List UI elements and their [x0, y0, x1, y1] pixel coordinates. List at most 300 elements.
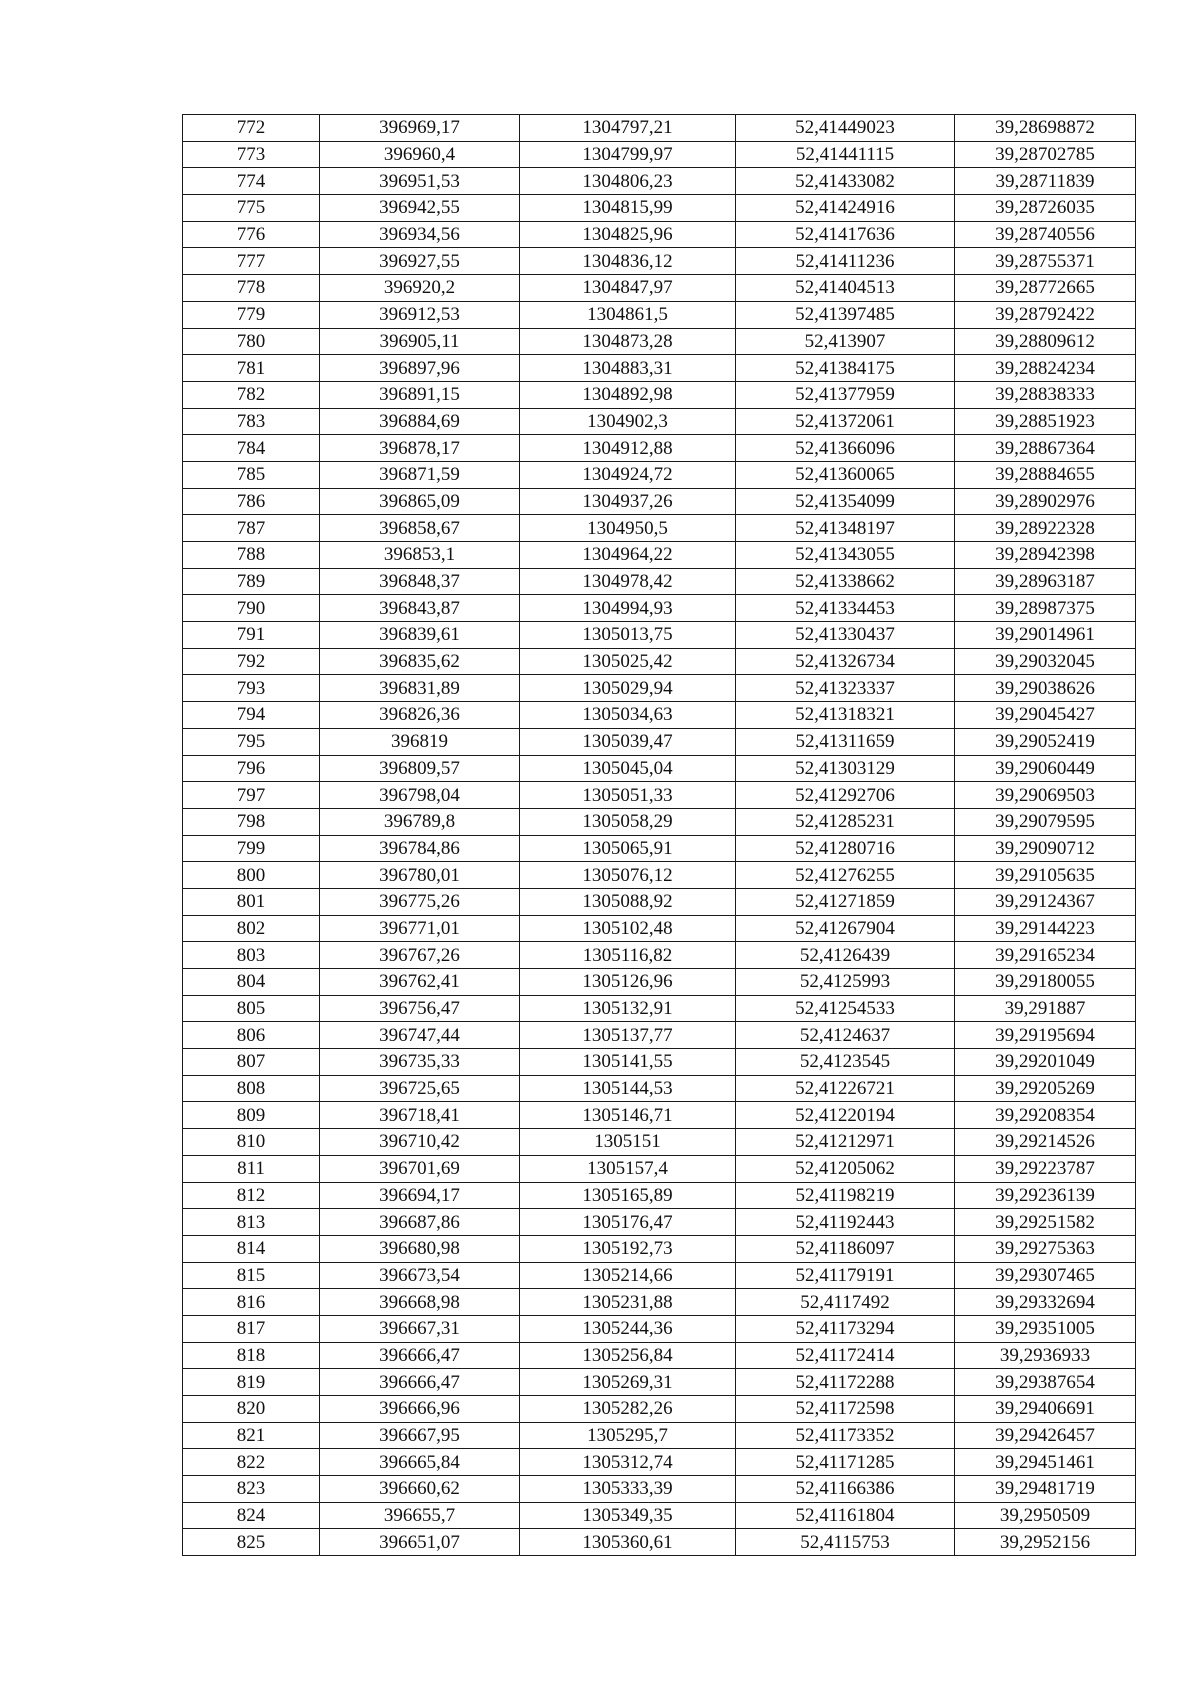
point-number-cell: 800	[183, 862, 320, 889]
x-coordinate-cell: 396798,04	[320, 782, 520, 809]
y-coordinate-cell: 1304836,12	[520, 248, 736, 275]
point-number-cell: 785	[183, 461, 320, 488]
longitude-cell: 39,29481719	[955, 1476, 1136, 1503]
y-coordinate-cell: 1304902,3	[520, 408, 736, 435]
point-number-cell: 772	[183, 115, 320, 142]
point-number-cell: 784	[183, 435, 320, 462]
x-coordinate-cell: 396951,53	[320, 168, 520, 195]
table-row	[183, 808, 1136, 835]
latitude-cell: 52,41404513	[736, 275, 955, 302]
point-number-cell: 778	[183, 275, 320, 302]
latitude-cell: 52,41338662	[736, 568, 955, 595]
y-coordinate-cell: 1305025,42	[520, 648, 736, 675]
longitude-cell: 39,29180055	[955, 969, 1136, 996]
x-coordinate-cell: 396666,47	[320, 1342, 520, 1369]
latitude-cell: 52,41292706	[736, 782, 955, 809]
y-coordinate-cell: 1305132,91	[520, 995, 736, 1022]
y-coordinate-cell: 1305088,92	[520, 888, 736, 915]
y-coordinate-cell: 1305141,55	[520, 1049, 736, 1076]
point-number-cell: 779	[183, 301, 320, 328]
longitude-cell: 39,29032045	[955, 648, 1136, 675]
latitude-cell: 52,41303129	[736, 755, 955, 782]
latitude-cell: 52,41172598	[736, 1396, 955, 1423]
table-row	[183, 702, 1136, 729]
longitude-cell: 39,29205269	[955, 1075, 1136, 1102]
longitude-cell: 39,28902976	[955, 488, 1136, 515]
x-coordinate-cell: 396666,96	[320, 1396, 520, 1423]
latitude-cell: 52,41411236	[736, 248, 955, 275]
point-number-cell: 799	[183, 835, 320, 862]
longitude-cell: 39,29014961	[955, 622, 1136, 649]
longitude-cell: 39,29144223	[955, 915, 1136, 942]
point-number-cell: 822	[183, 1449, 320, 1476]
table-row	[183, 195, 1136, 222]
y-coordinate-cell: 1305295,7	[520, 1422, 736, 1449]
longitude-cell: 39,29451461	[955, 1449, 1136, 1476]
longitude-cell: 39,28755371	[955, 248, 1136, 275]
y-coordinate-cell: 1305058,29	[520, 808, 736, 835]
table-row	[183, 1155, 1136, 1182]
y-coordinate-cell: 1304806,23	[520, 168, 736, 195]
point-number-cell: 818	[183, 1342, 320, 1369]
table-row	[183, 515, 1136, 542]
latitude-cell: 52,41323337	[736, 675, 955, 702]
x-coordinate-cell: 396756,47	[320, 995, 520, 1022]
table-row	[183, 1022, 1136, 1049]
latitude-cell: 52,41343055	[736, 542, 955, 569]
x-coordinate-cell: 396651,07	[320, 1529, 520, 1556]
latitude-cell: 52,41318321	[736, 702, 955, 729]
point-number-cell: 793	[183, 675, 320, 702]
longitude-cell: 39,29038626	[955, 675, 1136, 702]
point-number-cell: 798	[183, 808, 320, 835]
table-row	[183, 1075, 1136, 1102]
x-coordinate-cell: 396673,54	[320, 1262, 520, 1289]
x-coordinate-cell: 396667,95	[320, 1422, 520, 1449]
y-coordinate-cell: 1305013,75	[520, 622, 736, 649]
longitude-cell: 39,29105635	[955, 862, 1136, 889]
longitude-cell: 39,29124367	[955, 888, 1136, 915]
point-number-cell: 776	[183, 221, 320, 248]
longitude-cell: 39,29275363	[955, 1235, 1136, 1262]
x-coordinate-cell: 396835,62	[320, 648, 520, 675]
point-number-cell: 815	[183, 1262, 320, 1289]
latitude-cell: 52,41173352	[736, 1422, 955, 1449]
x-coordinate-cell: 396771,01	[320, 915, 520, 942]
x-coordinate-cell: 396969,17	[320, 115, 520, 142]
longitude-cell: 39,28792422	[955, 301, 1136, 328]
latitude-cell: 52,41205062	[736, 1155, 955, 1182]
latitude-cell: 52,41198219	[736, 1182, 955, 1209]
x-coordinate-cell: 396809,57	[320, 755, 520, 782]
latitude-cell: 52,41226721	[736, 1075, 955, 1102]
point-number-cell: 820	[183, 1396, 320, 1423]
latitude-cell: 52,4115753	[736, 1529, 955, 1556]
latitude-cell: 52,41311659	[736, 728, 955, 755]
table-row	[183, 1449, 1136, 1476]
y-coordinate-cell: 1304825,96	[520, 221, 736, 248]
table-row	[183, 542, 1136, 569]
y-coordinate-cell: 1305312,74	[520, 1449, 736, 1476]
x-coordinate-cell: 396934,56	[320, 221, 520, 248]
y-coordinate-cell: 1304847,97	[520, 275, 736, 302]
point-number-cell: 789	[183, 568, 320, 595]
latitude-cell: 52,41397485	[736, 301, 955, 328]
longitude-cell: 39,28963187	[955, 568, 1136, 595]
latitude-cell: 52,41172288	[736, 1369, 955, 1396]
x-coordinate-cell: 396680,98	[320, 1235, 520, 1262]
y-coordinate-cell: 1304937,26	[520, 488, 736, 515]
longitude-cell: 39,28838333	[955, 381, 1136, 408]
table-row	[183, 995, 1136, 1022]
longitude-cell: 39,28867364	[955, 435, 1136, 462]
y-coordinate-cell: 1305144,53	[520, 1075, 736, 1102]
table-row	[183, 301, 1136, 328]
x-coordinate-cell: 396687,86	[320, 1209, 520, 1236]
y-coordinate-cell: 1305282,26	[520, 1396, 736, 1423]
y-coordinate-cell: 1305192,73	[520, 1235, 736, 1262]
longitude-cell: 39,29351005	[955, 1315, 1136, 1342]
y-coordinate-cell: 1304950,5	[520, 515, 736, 542]
table-row	[183, 1396, 1136, 1423]
longitude-cell: 39,29201049	[955, 1049, 1136, 1076]
table-row	[183, 1502, 1136, 1529]
point-number-cell: 806	[183, 1022, 320, 1049]
x-coordinate-cell: 396655,7	[320, 1502, 520, 1529]
point-number-cell: 774	[183, 168, 320, 195]
x-coordinate-cell: 396826,36	[320, 702, 520, 729]
table-row	[183, 942, 1136, 969]
longitude-cell: 39,29223787	[955, 1155, 1136, 1182]
longitude-cell: 39,28824234	[955, 355, 1136, 382]
table-row	[183, 381, 1136, 408]
latitude-cell: 52,41360065	[736, 461, 955, 488]
x-coordinate-cell: 396667,31	[320, 1315, 520, 1342]
table-row	[183, 622, 1136, 649]
table-row	[183, 1049, 1136, 1076]
y-coordinate-cell: 1305360,61	[520, 1529, 736, 1556]
longitude-cell: 39,29165234	[955, 942, 1136, 969]
latitude-cell: 52,4125993	[736, 969, 955, 996]
table-row	[183, 1315, 1136, 1342]
y-coordinate-cell: 1305039,47	[520, 728, 736, 755]
longitude-cell: 39,29307465	[955, 1262, 1136, 1289]
table-row	[183, 969, 1136, 996]
latitude-cell: 52,41424916	[736, 195, 955, 222]
x-coordinate-cell: 396694,17	[320, 1182, 520, 1209]
latitude-cell: 52,41377959	[736, 381, 955, 408]
x-coordinate-cell: 396668,98	[320, 1289, 520, 1316]
point-number-cell: 781	[183, 355, 320, 382]
longitude-cell: 39,28884655	[955, 461, 1136, 488]
latitude-cell: 52,41276255	[736, 862, 955, 889]
x-coordinate-cell: 396884,69	[320, 408, 520, 435]
point-number-cell: 783	[183, 408, 320, 435]
table-row	[183, 835, 1136, 862]
point-number-cell: 811	[183, 1155, 320, 1182]
y-coordinate-cell: 1305231,88	[520, 1289, 736, 1316]
x-coordinate-cell: 396767,26	[320, 942, 520, 969]
point-number-cell: 802	[183, 915, 320, 942]
y-coordinate-cell: 1305146,71	[520, 1102, 736, 1129]
y-coordinate-cell: 1305157,4	[520, 1155, 736, 1182]
point-number-cell: 786	[183, 488, 320, 515]
table-row	[183, 1529, 1136, 1556]
longitude-cell: 39,29332694	[955, 1289, 1136, 1316]
point-number-cell: 780	[183, 328, 320, 355]
table-row	[183, 782, 1136, 809]
y-coordinate-cell: 1305269,31	[520, 1369, 736, 1396]
point-number-cell: 803	[183, 942, 320, 969]
y-coordinate-cell: 1305214,66	[520, 1262, 736, 1289]
table-row	[183, 1262, 1136, 1289]
table-row	[183, 755, 1136, 782]
longitude-cell: 39,2950509	[955, 1502, 1136, 1529]
latitude-cell: 52,41172414	[736, 1342, 955, 1369]
y-coordinate-cell: 1305333,39	[520, 1476, 736, 1503]
latitude-cell: 52,41417636	[736, 221, 955, 248]
latitude-cell: 52,41285231	[736, 808, 955, 835]
point-number-cell: 804	[183, 969, 320, 996]
table-row	[183, 435, 1136, 462]
x-coordinate-cell: 396871,59	[320, 461, 520, 488]
table-row	[183, 168, 1136, 195]
y-coordinate-cell: 1305029,94	[520, 675, 736, 702]
table-row	[183, 888, 1136, 915]
point-number-cell: 790	[183, 595, 320, 622]
point-number-cell: 819	[183, 1369, 320, 1396]
table-row	[183, 728, 1136, 755]
latitude-cell: 52,41267904	[736, 915, 955, 942]
latitude-cell: 52,41186097	[736, 1235, 955, 1262]
y-coordinate-cell: 1305349,35	[520, 1502, 736, 1529]
latitude-cell: 52,41366096	[736, 435, 955, 462]
x-coordinate-cell: 396831,89	[320, 675, 520, 702]
table-row	[183, 1369, 1136, 1396]
point-number-cell: 812	[183, 1182, 320, 1209]
longitude-cell: 39,28702785	[955, 141, 1136, 168]
coordinates-table	[182, 114, 1136, 1556]
point-number-cell: 795	[183, 728, 320, 755]
x-coordinate-cell: 396819	[320, 728, 520, 755]
y-coordinate-cell: 1304797,21	[520, 115, 736, 142]
point-number-cell: 821	[183, 1422, 320, 1449]
table-row	[183, 1289, 1136, 1316]
y-coordinate-cell: 1304883,31	[520, 355, 736, 382]
longitude-cell: 39,2936933	[955, 1342, 1136, 1369]
x-coordinate-cell: 396718,41	[320, 1102, 520, 1129]
coordinates-table-body	[183, 115, 1136, 1556]
latitude-cell: 52,41372061	[736, 408, 955, 435]
x-coordinate-cell: 396891,15	[320, 381, 520, 408]
latitude-cell: 52,41271859	[736, 888, 955, 915]
latitude-cell: 52,41161804	[736, 1502, 955, 1529]
x-coordinate-cell: 396665,84	[320, 1449, 520, 1476]
y-coordinate-cell: 1305151	[520, 1129, 736, 1156]
longitude-cell: 39,29387654	[955, 1369, 1136, 1396]
point-number-cell: 805	[183, 995, 320, 1022]
latitude-cell: 52,41354099	[736, 488, 955, 515]
longitude-cell: 39,29208354	[955, 1102, 1136, 1129]
table-row	[183, 141, 1136, 168]
table-row	[183, 1129, 1136, 1156]
point-number-cell: 807	[183, 1049, 320, 1076]
latitude-cell: 52,41166386	[736, 1476, 955, 1503]
y-coordinate-cell: 1304861,5	[520, 301, 736, 328]
y-coordinate-cell: 1305045,04	[520, 755, 736, 782]
longitude-cell: 39,28809612	[955, 328, 1136, 355]
latitude-cell: 52,4117492	[736, 1289, 955, 1316]
table-row	[183, 1235, 1136, 1262]
y-coordinate-cell: 1304892,98	[520, 381, 736, 408]
point-number-cell: 782	[183, 381, 320, 408]
point-number-cell: 777	[183, 248, 320, 275]
x-coordinate-cell: 396762,41	[320, 969, 520, 996]
x-coordinate-cell: 396960,4	[320, 141, 520, 168]
x-coordinate-cell: 396735,33	[320, 1049, 520, 1076]
longitude-cell: 39,29079595	[955, 808, 1136, 835]
y-coordinate-cell: 1305116,82	[520, 942, 736, 969]
latitude-cell: 52,4126439	[736, 942, 955, 969]
table-row	[183, 1342, 1136, 1369]
y-coordinate-cell: 1305256,84	[520, 1342, 736, 1369]
longitude-cell: 39,29060449	[955, 755, 1136, 782]
x-coordinate-cell: 396710,42	[320, 1129, 520, 1156]
latitude-cell: 52,41212971	[736, 1129, 955, 1156]
x-coordinate-cell: 396878,17	[320, 435, 520, 462]
point-number-cell: 825	[183, 1529, 320, 1556]
longitude-cell: 39,28922328	[955, 515, 1136, 542]
point-number-cell: 814	[183, 1235, 320, 1262]
longitude-cell: 39,29236139	[955, 1182, 1136, 1209]
y-coordinate-cell: 1305165,89	[520, 1182, 736, 1209]
y-coordinate-cell: 1304873,28	[520, 328, 736, 355]
longitude-cell: 39,28726035	[955, 195, 1136, 222]
latitude-cell: 52,41326734	[736, 648, 955, 675]
x-coordinate-cell: 396725,65	[320, 1075, 520, 1102]
latitude-cell: 52,41192443	[736, 1209, 955, 1236]
point-number-cell: 824	[183, 1502, 320, 1529]
y-coordinate-cell: 1304912,88	[520, 435, 736, 462]
table-row	[183, 115, 1136, 142]
y-coordinate-cell: 1305102,48	[520, 915, 736, 942]
latitude-cell: 52,41433082	[736, 168, 955, 195]
table-row	[183, 1209, 1136, 1236]
point-number-cell: 791	[183, 622, 320, 649]
latitude-cell: 52,41348197	[736, 515, 955, 542]
x-coordinate-cell: 396789,8	[320, 808, 520, 835]
latitude-cell: 52,41334453	[736, 595, 955, 622]
longitude-cell: 39,29090712	[955, 835, 1136, 862]
y-coordinate-cell: 1305034,63	[520, 702, 736, 729]
y-coordinate-cell: 1304994,93	[520, 595, 736, 622]
longitude-cell: 39,29251582	[955, 1209, 1136, 1236]
point-number-cell: 808	[183, 1075, 320, 1102]
longitude-cell: 39,2952156	[955, 1529, 1136, 1556]
table-row	[183, 648, 1136, 675]
longitude-cell: 39,29406691	[955, 1396, 1136, 1423]
point-number-cell: 775	[183, 195, 320, 222]
x-coordinate-cell: 396920,2	[320, 275, 520, 302]
point-number-cell: 810	[183, 1129, 320, 1156]
table-row	[183, 488, 1136, 515]
longitude-cell: 39,29214526	[955, 1129, 1136, 1156]
longitude-cell: 39,28698872	[955, 115, 1136, 142]
latitude-cell: 52,41441115	[736, 141, 955, 168]
point-number-cell: 801	[183, 888, 320, 915]
table-row	[183, 461, 1136, 488]
latitude-cell: 52,41254533	[736, 995, 955, 1022]
point-number-cell: 788	[183, 542, 320, 569]
latitude-cell: 52,4123545	[736, 1049, 955, 1076]
table-row	[183, 1476, 1136, 1503]
y-coordinate-cell: 1304799,97	[520, 141, 736, 168]
longitude-cell: 39,29052419	[955, 728, 1136, 755]
x-coordinate-cell: 396784,86	[320, 835, 520, 862]
table-row	[183, 221, 1136, 248]
table-row	[183, 248, 1136, 275]
latitude-cell: 52,41384175	[736, 355, 955, 382]
point-number-cell: 823	[183, 1476, 320, 1503]
y-coordinate-cell: 1305065,91	[520, 835, 736, 862]
table-row	[183, 408, 1136, 435]
latitude-cell: 52,41449023	[736, 115, 955, 142]
x-coordinate-cell: 396912,53	[320, 301, 520, 328]
x-coordinate-cell: 396858,67	[320, 515, 520, 542]
point-number-cell: 817	[183, 1315, 320, 1342]
point-number-cell: 816	[183, 1289, 320, 1316]
table-row	[183, 328, 1136, 355]
latitude-cell: 52,41171285	[736, 1449, 955, 1476]
y-coordinate-cell: 1304964,22	[520, 542, 736, 569]
longitude-cell: 39,28851923	[955, 408, 1136, 435]
x-coordinate-cell: 396853,1	[320, 542, 520, 569]
longitude-cell: 39,29195694	[955, 1022, 1136, 1049]
x-coordinate-cell: 396905,11	[320, 328, 520, 355]
y-coordinate-cell: 1304815,99	[520, 195, 736, 222]
y-coordinate-cell: 1305176,47	[520, 1209, 736, 1236]
table-row	[183, 1182, 1136, 1209]
latitude-cell: 52,41173294	[736, 1315, 955, 1342]
longitude-cell: 39,29045427	[955, 702, 1136, 729]
point-number-cell: 792	[183, 648, 320, 675]
point-number-cell: 787	[183, 515, 320, 542]
table-row	[183, 595, 1136, 622]
table-row	[183, 1102, 1136, 1129]
x-coordinate-cell: 396747,44	[320, 1022, 520, 1049]
y-coordinate-cell: 1305076,12	[520, 862, 736, 889]
x-coordinate-cell: 396666,47	[320, 1369, 520, 1396]
table-row	[183, 568, 1136, 595]
latitude-cell: 52,41330437	[736, 622, 955, 649]
x-coordinate-cell: 396927,55	[320, 248, 520, 275]
longitude-cell: 39,29069503	[955, 782, 1136, 809]
x-coordinate-cell: 396942,55	[320, 195, 520, 222]
x-coordinate-cell: 396701,69	[320, 1155, 520, 1182]
table-row	[183, 275, 1136, 302]
x-coordinate-cell: 396843,87	[320, 595, 520, 622]
longitude-cell: 39,29426457	[955, 1422, 1136, 1449]
longitude-cell: 39,28772665	[955, 275, 1136, 302]
table-row	[183, 862, 1136, 889]
x-coordinate-cell: 396660,62	[320, 1476, 520, 1503]
latitude-cell: 52,4124637	[736, 1022, 955, 1049]
point-number-cell: 809	[183, 1102, 320, 1129]
longitude-cell: 39,291887	[955, 995, 1136, 1022]
point-number-cell: 797	[183, 782, 320, 809]
x-coordinate-cell: 396865,09	[320, 488, 520, 515]
point-number-cell: 773	[183, 141, 320, 168]
